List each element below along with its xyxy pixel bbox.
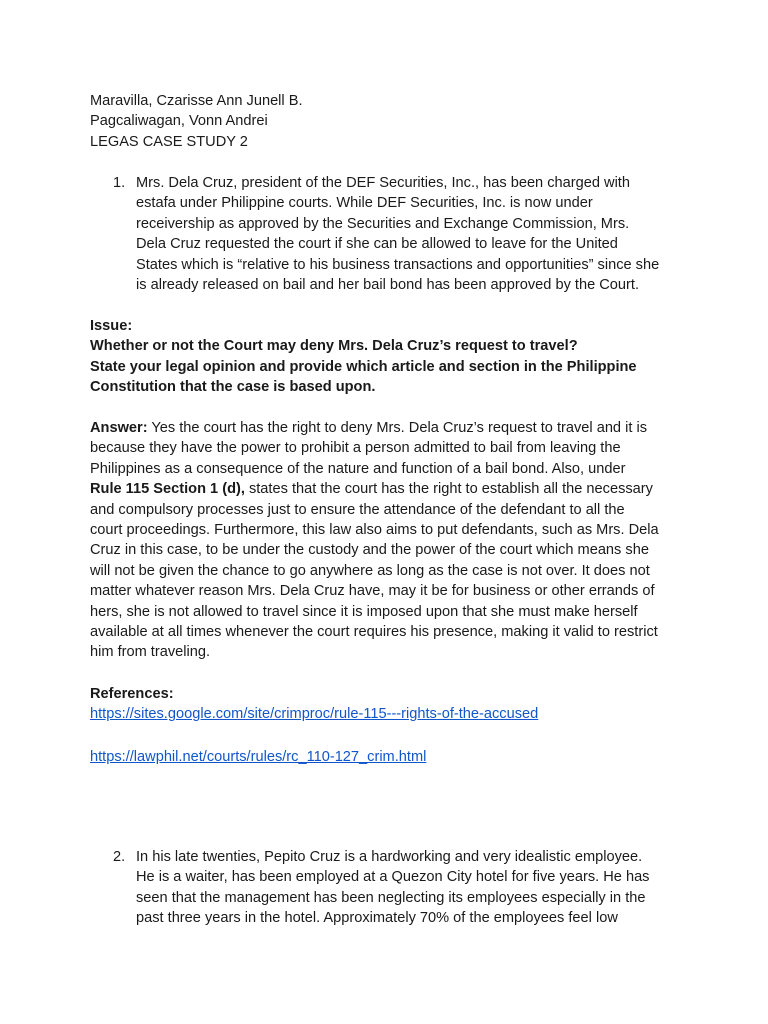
answer-line: available at all times whenever the court requires his presence, making it valid to restrict bbox=[90, 624, 658, 641]
question-1-text bbox=[136, 173, 681, 295]
document-title: LEGAS CASE STUDY 2 bbox=[90, 133, 248, 150]
references-heading: References: bbox=[90, 686, 174, 702]
issue-line: Whether or not the Court may deny Mrs. Dela Cruz’s request to travel? bbox=[90, 338, 578, 355]
question-1-line: is already released on bail and her bail bond has been approved by the Court. bbox=[136, 277, 640, 294]
author-name-2: Pagcaliwagan, Vonn Andrei bbox=[90, 113, 268, 130]
answer-text: Yes the court has the right to deny Mrs. Dela Cruz’s request to travel and it is bbox=[147, 420, 647, 436]
author-name-1: Maravilla, Czarisse Ann Junell B. bbox=[90, 93, 303, 109]
question-2-line: He is a waiter, has been employed at a Quezon City hotel for five years. He has bbox=[136, 869, 650, 886]
reference-link-2[interactable]: https://lawphil.net/courts/rules/rc_110-127_crim.html bbox=[90, 749, 427, 765]
references-section bbox=[90, 684, 690, 725]
question-2-number: 2. bbox=[113, 849, 126, 865]
answer-section bbox=[90, 418, 690, 663]
issue-line: State your legal opinion and provide which article and section in the Philippine bbox=[90, 358, 637, 375]
issue-line: Constitution that the case is based upon. bbox=[90, 379, 376, 396]
issue-section bbox=[90, 316, 690, 398]
question-1-line: States which is “relative to his business transactions and opportunities” since she bbox=[136, 256, 660, 273]
answer-line: Cruz in this case, to be under the custody and the power of the court which means she bbox=[90, 542, 649, 559]
answer-line: hers, she is not allowed to travel since it is imposed upon that she must make herself bbox=[90, 603, 638, 620]
question-1-line: receivership as approved by the Securities and Exchange Commission, Mrs. bbox=[136, 215, 630, 232]
answer-line: court proceedings. Furthermore, this law also aims to put defendants, such as Mrs. Dela bbox=[90, 522, 659, 539]
question-1-number: 1. bbox=[113, 175, 126, 191]
question-2-line: In his late twenties, Pepito Cruz is a hardworking and very idealistic employee. bbox=[136, 849, 643, 865]
answer-line bbox=[90, 479, 690, 499]
answer-line: and compulsory processes just to ensure the attendance of the defendant to all the bbox=[90, 501, 625, 518]
answer-line bbox=[90, 418, 690, 438]
question-1-line: Dela Cruz requested the court if she can be allowed to leave for the United bbox=[136, 236, 618, 253]
answer-line: will not be given the chance to go anywhere as long as the case is not over. It does not bbox=[90, 562, 650, 579]
question-2-line: past three years in the hotel. Approximately 70% of the employees feel low bbox=[136, 910, 618, 927]
answer-line: him from traveling. bbox=[90, 644, 211, 661]
reference-link-1[interactable]: https://sites.google.com/site/crimproc/rule-115---rights-of-the-accused bbox=[90, 706, 539, 723]
question-1-line: estafa under Philippine courts. While DEF Securities, Inc. is now under bbox=[136, 195, 593, 212]
question-1-line: Mrs. Dela Cruz, president of the DEF Securities, Inc., has been charged with bbox=[136, 175, 630, 191]
answer-text: states that the court has the right to establish all the necessary bbox=[244, 481, 653, 498]
issue-heading: Issue: bbox=[90, 318, 133, 334]
answer-label: Answer: bbox=[90, 420, 148, 436]
question-2-line: seen that the management has been neglecting its employees especially in the bbox=[136, 889, 646, 906]
answer-line: matter whatever reason Mrs. Dela Cruz have, may it be for business or other errands of bbox=[90, 583, 655, 600]
answer-line: Philippines as a consequence of the nature and function of a bail bond. Also, under bbox=[90, 460, 626, 477]
document-header bbox=[90, 91, 690, 152]
question-2-text bbox=[136, 847, 681, 929]
answer-line: because they have the power to prohibit a person admitted to bail from leaving the bbox=[90, 440, 621, 457]
rule-citation: Rule 115 Section 1 (d), bbox=[90, 481, 245, 498]
